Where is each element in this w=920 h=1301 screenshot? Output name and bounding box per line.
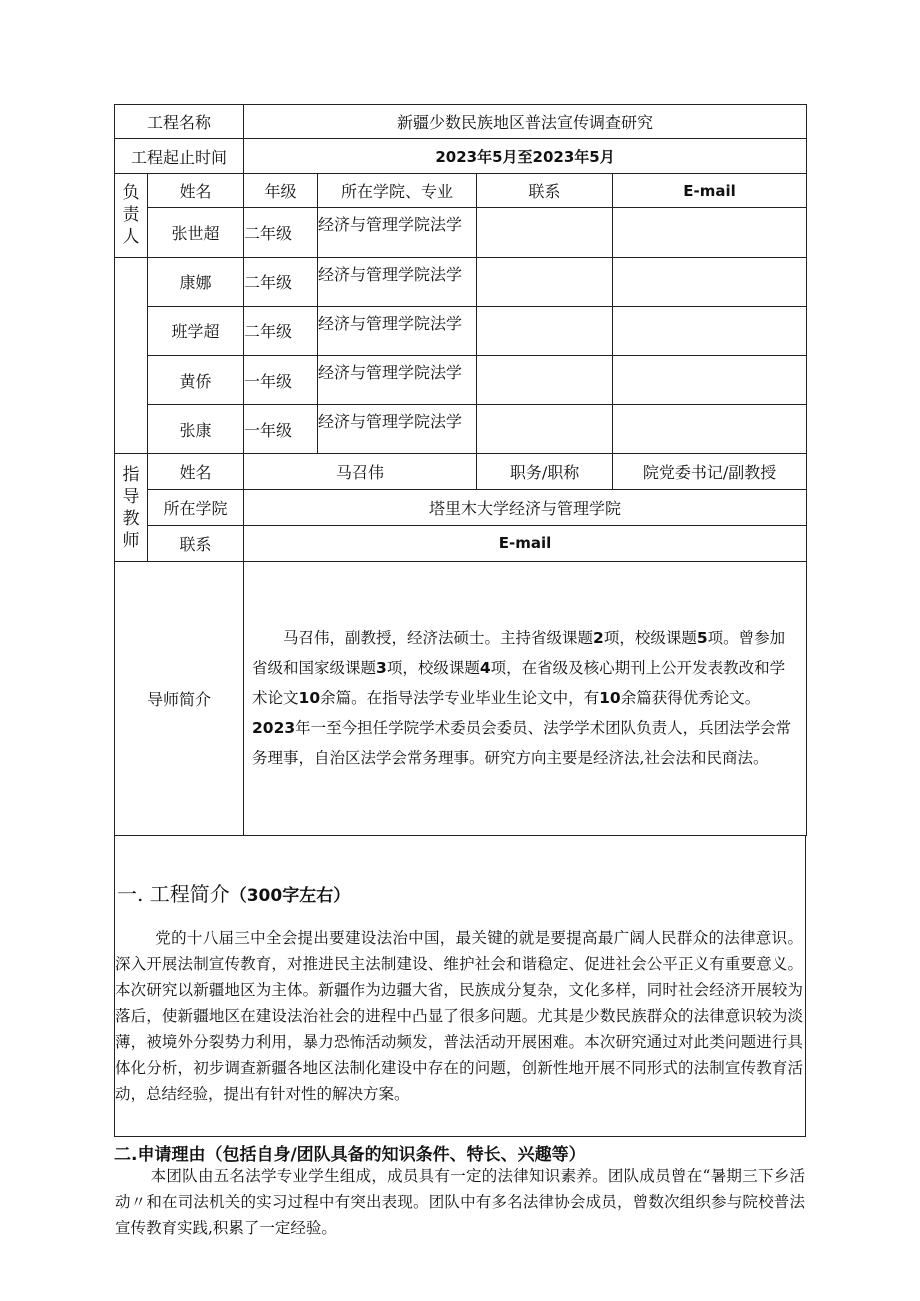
row-advisor-bio <box>115 561 807 835</box>
row-advisor-contact <box>115 525 807 561</box>
advisor-contact-label: 联系 <box>148 525 244 561</box>
header-name: 姓名 <box>148 174 244 208</box>
member-name: 张康 <box>148 405 244 454</box>
member-email-cell <box>613 257 807 306</box>
row-member <box>115 306 807 355</box>
header-contact: 联系 <box>477 174 613 208</box>
project-name-value: 新疆少数民族地区普法宣传调查研究 <box>244 105 807 139</box>
section2-heading: 二.申请理由（包括自身/团队具备的知识条件、特长、兴趣等） <box>114 1145 586 1165</box>
row-leader <box>115 208 807 257</box>
leader-contact-cell <box>477 208 613 257</box>
header-grade: 年级 <box>244 174 318 208</box>
member-contact-cell <box>477 405 613 454</box>
row-member <box>115 405 807 454</box>
advisor-group-text: 指 导 教 师 <box>122 464 140 551</box>
advisor-title-label: 职务/职称 <box>477 454 613 490</box>
leader-college: 经济与管理学院法学 <box>318 208 477 257</box>
row-period <box>115 139 807 174</box>
member-college: 经济与管理学院法学 <box>318 405 477 454</box>
member-contact-cell <box>477 257 613 306</box>
leader-group-label <box>115 174 148 257</box>
member-email-cell <box>613 306 807 355</box>
member-name: 黄侨 <box>148 355 244 404</box>
period-label: 工程起止时间 <box>115 139 244 174</box>
member-grade: 一年级 <box>244 405 318 454</box>
member-college: 经济与管理学院法学 <box>318 257 477 306</box>
row-member <box>115 257 807 306</box>
section1-heading-text: 一. 工程简介 <box>117 882 230 906</box>
advisor-email-label: E-mail <box>244 525 807 561</box>
member-college: 经济与管理学院法学 <box>318 306 477 355</box>
member-grade: 二年级 <box>244 306 318 355</box>
section2-body: 本团队由五名法学专业学生组成，成员具有一定的法律知识素养。团队成员曾在“暑期三下乡活动〃和在司法机关的实习过程中有突出表现。团队中有多名法律协会成员，曾数次组织参与院校普法宣传教育实践,积累了一定经验。 <box>115 1167 805 1237</box>
section1-heading-note: （300字左右） <box>229 886 351 906</box>
bio-text <box>244 561 807 835</box>
row-member <box>115 355 807 404</box>
member-grade: 二年级 <box>244 257 318 306</box>
row-advisor-college <box>115 490 807 525</box>
period-value: 2023年5月至2023年5月 <box>244 139 807 174</box>
member-grade: 一年级 <box>244 355 318 404</box>
bio-label: 导师简介 <box>115 561 244 835</box>
member-email-cell <box>613 355 807 404</box>
leader-group-text: 负 责 人 <box>122 183 140 248</box>
leader-name: 张世超 <box>148 208 244 257</box>
members-group-cell <box>115 257 148 454</box>
header-college: 所在学院、专业 <box>318 174 477 208</box>
member-contact-cell <box>477 355 613 404</box>
bio-paragraph: 马召伟，副教授，经济法硕士。主持省级课题2项，校级课题5项。曾参加省级和国家级课题3项，校级课题4项，在省级及核心期刊上公开发表教改和学术论文10余篇。在指导法学专业毕业生论文中，有10余篇获得优秀论文。2023年一至今担任学院学术委员会委员、法学学术团队负责人，兵团法学会常务理事，自治区法学会常务理事。研究方向主要是经济法,社会法和民商法。 <box>252 629 792 768</box>
row-advisor-name <box>115 454 807 490</box>
section1-heading <box>117 878 350 907</box>
row-member-headers <box>115 174 807 208</box>
section1-body: 党的十八届三中全会提出要建设法治中国，最关键的就是要提高最广阔人民群众的法律意识。深入开展法制宣传教育，对推进民主法制建设、维护社会和谐稳定、促进社会公平正义有重要意义。本次研究以新疆地区为主体。新疆作为边疆大省，民族成分复杂，文化多样，同时社会经济开展较为落后，使新疆地区在建设法治社会的进程中凸显了很多问题。尤其是少数民族群众的法律意识较为淡薄，被境外分裂势力利用，暴力恐怖活动频发，普法活动开展困难。本次研究通过对此类问题进行具体化分析，初步调查新疆各地区法制化建设中存在的问题，创新性地开展不同形式的法制宣传教育活动，总结经验，提出有针对性的解决方案。 <box>115 929 803 1103</box>
row-project-name <box>115 105 807 139</box>
advisor-college-label: 所在学院 <box>148 490 244 525</box>
header-email: E-mail <box>613 174 807 208</box>
member-name: 康娜 <box>148 257 244 306</box>
project-name-label: 工程名称 <box>115 105 244 139</box>
advisor-name: 马召伟 <box>244 454 477 490</box>
advisor-name-label: 姓名 <box>148 454 244 490</box>
member-college: 经济与管理学院法学 <box>318 355 477 404</box>
leader-email-cell <box>613 208 807 257</box>
advisor-college: 塔里木大学经济与管理学院 <box>244 490 807 525</box>
advisor-title: 院党委书记/副教授 <box>613 454 807 490</box>
member-name: 班学超 <box>148 306 244 355</box>
member-contact-cell <box>477 306 613 355</box>
advisor-group-label <box>115 454 148 561</box>
application-form-table <box>114 104 807 836</box>
member-email-cell <box>613 405 807 454</box>
leader-grade: 二年级 <box>244 208 318 257</box>
